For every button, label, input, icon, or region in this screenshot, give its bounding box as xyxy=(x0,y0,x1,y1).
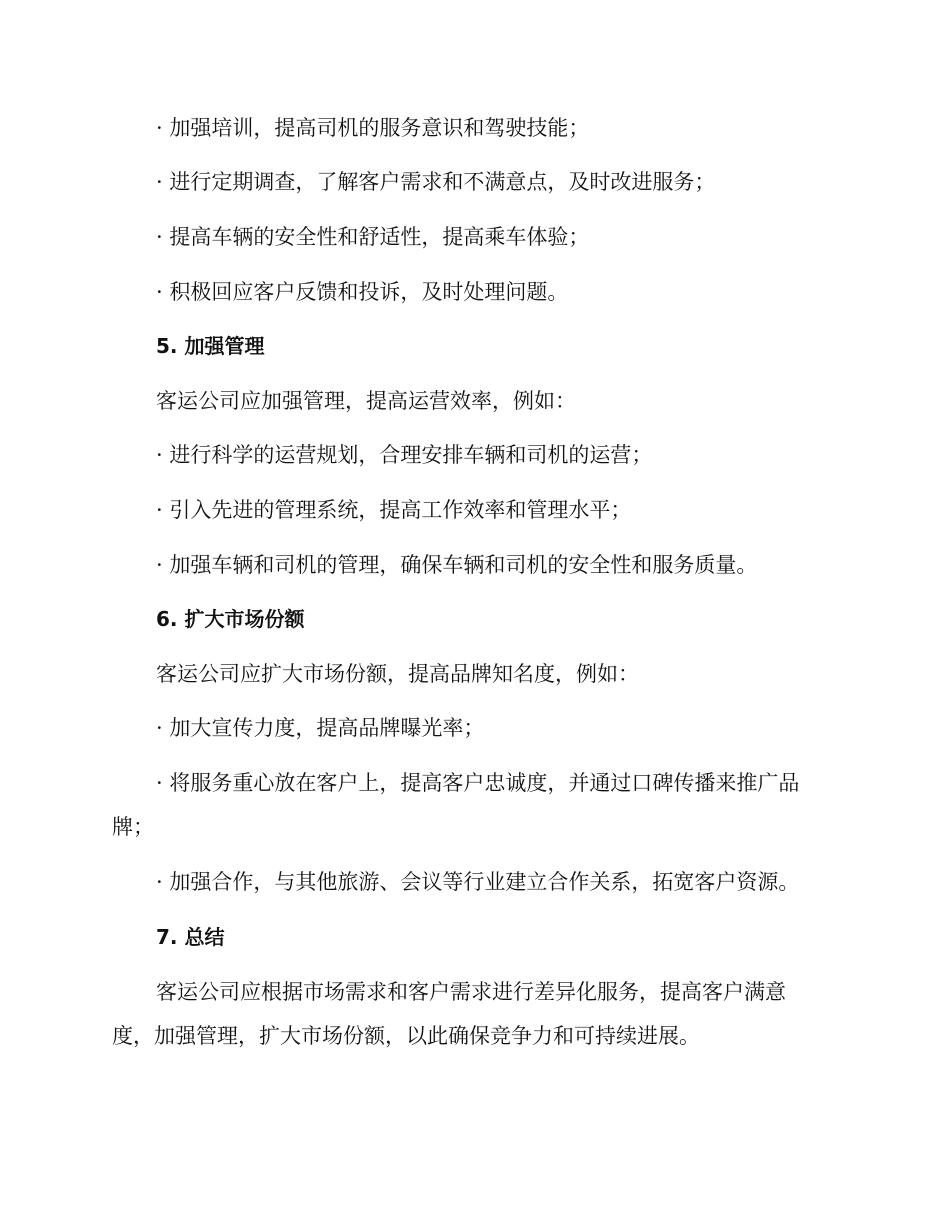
paragraph-market-share: 客运公司应扩大市场份额，提高品牌知名度，例如： xyxy=(156,662,639,686)
section-heading-summary: 7. 总结 xyxy=(156,925,225,949)
section-heading-management: 5. 加强管理 xyxy=(156,334,265,358)
paragraph-management: 客运公司应加强管理，提高运营效率，例如： xyxy=(156,389,576,413)
bullet-customer-focus: · 将服务重心放在客户上，提高客户忠诚度，并通过口碑传播来推广品牌； xyxy=(112,771,800,839)
bullet-vehicle-driver-management: · 加强车辆和司机的管理，确保车辆和司机的安全性和服务质量。 xyxy=(156,553,758,577)
bullet-survey: · 进行定期调查，了解客户需求和不满意点，及时改进服务； xyxy=(156,170,716,194)
bullet-vehicle-safety: · 提高车辆的安全性和舒适性，提高乘车体验； xyxy=(156,225,590,249)
bullet-promotion: · 加大宣传力度，提高品牌曝光率； xyxy=(156,716,485,740)
bullet-feedback: · 积极回应客户反馈和投诉，及时处理问题。 xyxy=(156,280,569,304)
bullet-training: · 加强培训，提高司机的服务意识和驾驶技能； xyxy=(156,116,590,140)
bullet-management-system: · 引入先进的管理系统，提高工作效率和管理水平； xyxy=(156,498,632,522)
bullet-planning: · 进行科学的运营规划，合理安排车辆和司机的运营； xyxy=(156,443,653,467)
bullet-cooperation: · 加强合作，与其他旅游、会议等行业建立合作关系，拓宽客户资源。 xyxy=(156,870,800,894)
section-heading-market-share: 6. 扩大市场份额 xyxy=(156,607,305,631)
paragraph-summary: 客运公司应根据市场需求和客户需求进行差异化服务，提高客户满意度，加强管理，扩大市场份额，以此确保竞争力和可持续进展。 xyxy=(112,980,786,1048)
